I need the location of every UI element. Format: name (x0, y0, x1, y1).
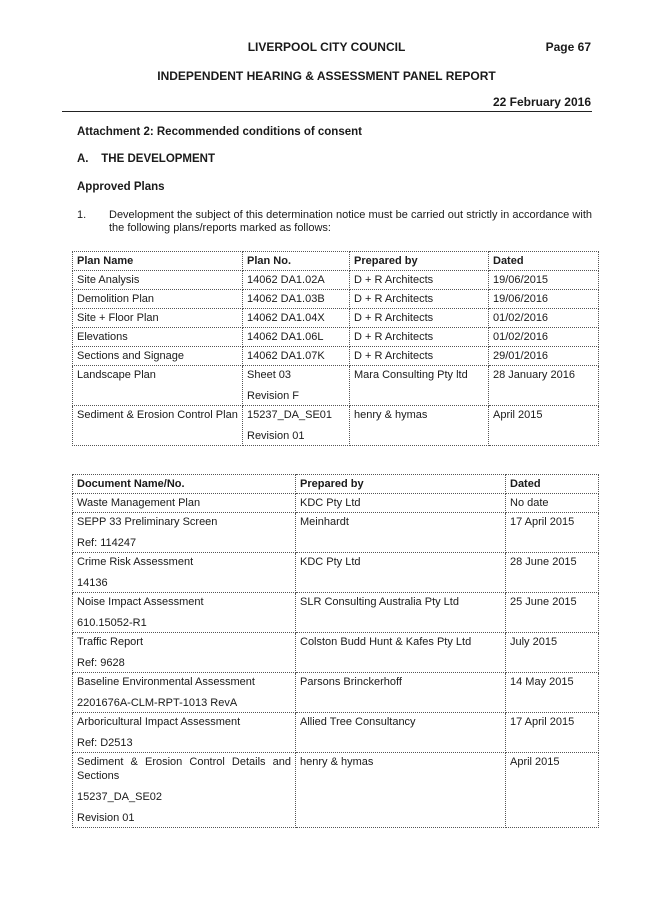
plan-number (243, 328, 350, 347)
condition-text: Development the subject of this determination notice must be carried out strictly in accordance with the following plans/reports marked as follows: (109, 209, 592, 234)
plan-number-primary: 15237_DA_SE01 (247, 409, 333, 421)
plan-name: Elevations (73, 328, 243, 347)
document-prepared-by: Meinhardt (296, 513, 506, 553)
document-name: Sediment & Erosion Control Details and Sections (77, 756, 291, 782)
table-row (73, 406, 599, 446)
document-prepared-by: SLR Consulting Australia Pty Ltd (296, 593, 506, 633)
council-name: LIVERPOOL CITY COUNCIL (247, 40, 406, 54)
document-prepared-by: KDC Pty Ltd (296, 494, 506, 513)
plan-prepared-by: D + R Architects (350, 347, 489, 366)
document-name: Crime Risk Assessment (77, 556, 194, 568)
plan-dated: 01/02/2016 (489, 309, 599, 328)
document-name: Traffic Report (77, 636, 144, 648)
plan-prepared-by: D + R Architects (350, 328, 489, 347)
table-row (73, 366, 599, 406)
document-dated: 28 June 2015 (506, 553, 599, 593)
plan-name: Demolition Plan (73, 290, 243, 309)
document-name-cell (73, 713, 296, 753)
plan-prepared-by: henry & hymas (350, 406, 489, 446)
document-ref: Ref: 114247 (77, 537, 137, 549)
table-row (73, 673, 599, 713)
plan-dated: 01/02/2016 (489, 328, 599, 347)
plans-table-header (73, 252, 599, 271)
document-name: Waste Management Plan (77, 497, 201, 509)
plan-prepared-by: D + R Architects (350, 309, 489, 328)
plan-number (243, 406, 350, 446)
table-row (73, 494, 599, 513)
document-prepared-by: henry & hymas (296, 753, 506, 828)
document-name: Arboricultural Impact Assessment (77, 716, 241, 728)
plan-dated: 29/01/2016 (489, 347, 599, 366)
documents-table (72, 474, 599, 828)
plan-number (243, 347, 350, 366)
plan-prepared-by: D + R Architects (350, 271, 489, 290)
col-header: Prepared by (350, 252, 489, 271)
document-ref: 14136 (77, 577, 108, 589)
plan-number-primary: 14062 DA1.04X (247, 312, 325, 324)
plan-number-primary: Sheet 03 (247, 369, 292, 381)
plan-number (243, 271, 350, 290)
col-header: Dated (489, 252, 599, 271)
plan-revision: Revision 01 (247, 430, 305, 442)
report-title: INDEPENDENT HEARING & ASSESSMENT PANEL REPORT (157, 69, 496, 83)
plan-number-primary: 14062 DA1.03B (247, 293, 325, 305)
document-prepared-by: KDC Pty Ltd (296, 553, 506, 593)
table-row (73, 290, 599, 309)
document-dated: 17 April 2015 (506, 513, 599, 553)
document-dated: April 2015 (506, 753, 599, 828)
plan-number (243, 309, 350, 328)
table-row (73, 753, 599, 828)
plan-dated: April 2015 (489, 406, 599, 446)
plan-revision: Revision F (247, 390, 299, 402)
document-name-cell (73, 633, 296, 673)
table-row (73, 713, 599, 753)
col-header: Plan No. (243, 252, 350, 271)
plans-table (72, 251, 599, 446)
plan-number (243, 290, 350, 309)
plan-name: Site + Floor Plan (73, 309, 243, 328)
table-row (73, 309, 599, 328)
condition-1 (77, 209, 592, 237)
col-header: Plan Name (73, 252, 243, 271)
document-name-cell (73, 494, 296, 513)
plan-dated: 19/06/2015 (489, 271, 599, 290)
document-ref: 2201676A-CLM-RPT-1013 RevA (77, 697, 238, 709)
document-name-cell (73, 593, 296, 633)
document-dated: 17 April 2015 (506, 713, 599, 753)
condition-number: 1. (77, 209, 87, 221)
document-prepared-by: Colston Budd Hunt & Kafes Pty Ltd (296, 633, 506, 673)
document-name-cell (73, 513, 296, 553)
document-ref: 610.15052-R1 (77, 617, 147, 629)
document-prepared-by: Allied Tree Consultancy (296, 713, 506, 753)
col-header: Dated (506, 475, 599, 494)
attachment-title: Attachment 2: Recommended conditions of consent (77, 126, 362, 138)
table-row (73, 271, 599, 290)
document-dated: 25 June 2015 (506, 593, 599, 633)
document-dated: 14 May 2015 (506, 673, 599, 713)
plan-number-primary: 14062 DA1.06L (247, 331, 324, 343)
plan-number (243, 366, 350, 406)
table-row (73, 553, 599, 593)
plan-prepared-by: D + R Architects (350, 290, 489, 309)
document-ref: Revision 01 (77, 812, 135, 824)
plan-dated: 28 January 2016 (489, 366, 599, 406)
document-name-cell (73, 753, 296, 828)
table-row (73, 593, 599, 633)
document-ref: Ref: D2513 (77, 737, 133, 749)
documents-table-header (73, 475, 599, 494)
document-name: SEPP 33 Preliminary Screen (77, 516, 218, 528)
col-header: Document Name/No. (73, 475, 296, 494)
plan-name: Sediment & Erosion Control Plan (73, 406, 243, 446)
report-date: 22 February 2016 (492, 95, 591, 109)
document-prepared-by: Parsons Brinckerhoff (296, 673, 506, 713)
col-header: Prepared by (296, 475, 506, 494)
approved-plans-heading: Approved Plans (77, 181, 165, 193)
plan-name: Landscape Plan (73, 366, 243, 406)
document-name: Baseline Environmental Assessment (77, 676, 255, 688)
header-rule (62, 111, 592, 112)
document-name-cell (73, 553, 296, 593)
plan-prepared-by: Mara Consulting Pty ltd (350, 366, 489, 406)
table-row (73, 328, 599, 347)
table-row (73, 633, 599, 673)
document-ref: 15237_DA_SE02 (77, 791, 163, 803)
section-heading: A. THE DEVELOPMENT (77, 153, 216, 165)
document-dated: July 2015 (506, 633, 599, 673)
plan-number-primary: 14062 DA1.07K (247, 350, 325, 362)
table-row (73, 347, 599, 366)
page-number: Page 67 (545, 40, 591, 54)
plan-name: Sections and Signage (73, 347, 243, 366)
document-name: Noise Impact Assessment (77, 596, 204, 608)
document-dated: No date (506, 494, 599, 513)
document-name-cell (73, 673, 296, 713)
plan-dated: 19/06/2016 (489, 290, 599, 309)
document-ref: Ref: 9628 (77, 657, 125, 669)
plan-name: Site Analysis (73, 271, 243, 290)
table-row (73, 513, 599, 553)
plan-number-primary: 14062 DA1.02A (247, 274, 325, 286)
